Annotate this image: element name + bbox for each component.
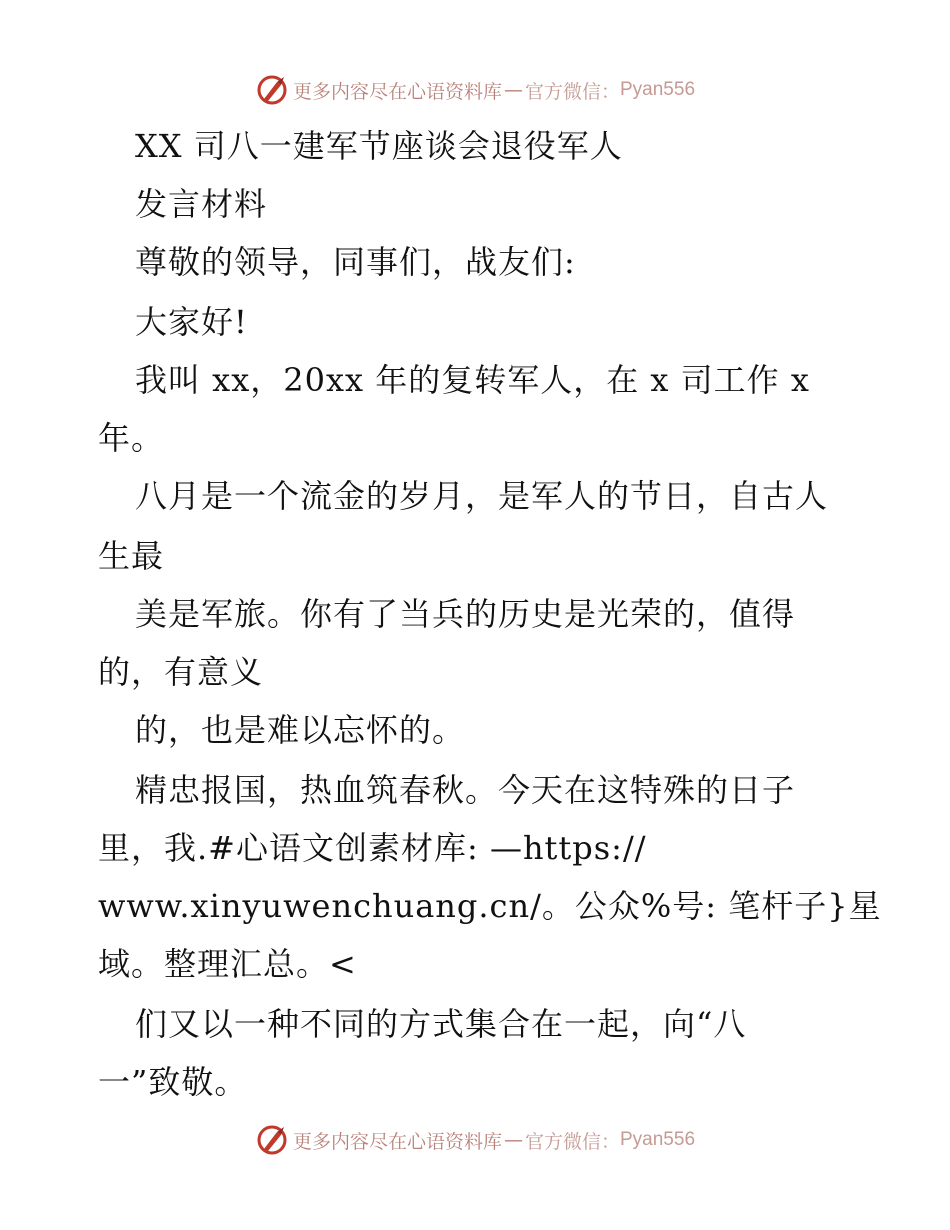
paragraph-line: 美是军旅。你有了当兵的历史是光荣的，值得	[135, 595, 796, 633]
quill-pen-logo-icon	[255, 1123, 289, 1157]
paragraph-line: 我叫 xx，20xx 年的复转军人，在 x 司工作 x	[135, 361, 810, 399]
paragraph-line: www.xinyuwenchuang.cn/。公众%号: 笔杆子}星	[98, 887, 882, 925]
document-title-line-1: XX 司八一建军节座谈会退役军人	[135, 127, 623, 165]
banner-wechat-label: 官方微信：	[524, 1130, 620, 1153]
salutation: 尊敬的领导，同事们，战友们:	[135, 243, 576, 281]
quill-pen-logo-icon	[255, 73, 289, 107]
paragraph-line: 们又以一种不同的方式集合在一起，向“八	[135, 1005, 747, 1043]
banner-separator: —	[503, 79, 523, 101]
banner-handle: Pyan556	[620, 1129, 696, 1150]
document-title-line-2: 发言材料	[135, 185, 268, 223]
paragraph-line: 一”致敬。	[98, 1063, 248, 1101]
footer-banner	[0, 1120, 950, 1160]
banner-separator: —	[503, 1129, 523, 1151]
paragraph-line: 的，有意义	[98, 653, 264, 691]
paragraph-line: 里，我.#心语文创素材库: —https://	[98, 829, 647, 867]
header-banner	[0, 70, 950, 110]
banner-brand: 更多内容尽在心语资料库	[292, 80, 502, 103]
paragraph-line: 八月是一个流金的岁月，是军人的节日，自古人	[135, 477, 829, 515]
banner-brand: 更多内容尽在心语资料库	[292, 1130, 502, 1153]
paragraph-line: 年。	[98, 419, 165, 457]
banner-wechat-label: 官方微信：	[524, 80, 620, 103]
paragraph-line: 精忠报国，热血筑春秋。今天在这特殊的日子	[135, 771, 796, 809]
greeting: 大家好!	[135, 303, 248, 341]
banner-handle: Pyan556	[620, 79, 696, 100]
paragraph-line: 域。整理汇总。<	[98, 945, 357, 983]
paragraph-line: 的，也是难以忘怀的。	[135, 711, 466, 749]
paragraph-line: 生最	[98, 537, 165, 575]
